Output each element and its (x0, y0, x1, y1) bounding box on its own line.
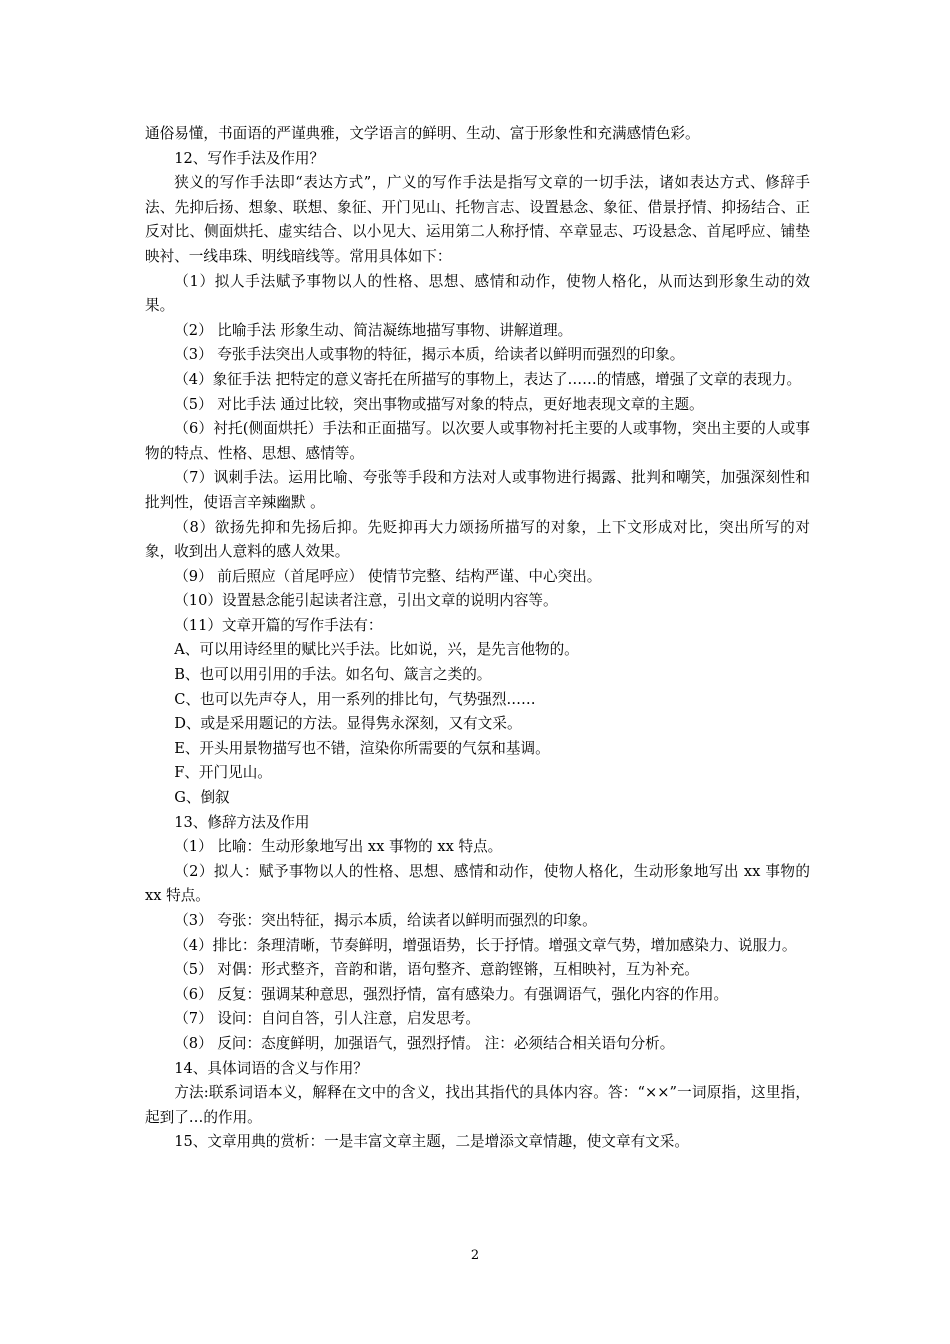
paragraph: 方法:联系词语本义，解释在文中的含义，找出其指代的具体内容。答：“××”一词原指，这里指，起到了…的作用。 (145, 1084, 810, 1126)
paragraph: （2） 比喻手法 形象生动、简洁凝练地描写事物、讲解道理。 (174, 321, 573, 339)
paragraph: （11）文章开篇的写作手法有： (174, 616, 383, 634)
paragraph: （10）设置悬念能引起读者注意，引出文章的说明内容等。 (174, 592, 558, 610)
paragraph: （9） 前后照应（首尾呼应） 使情节完整、结构严谨、中心突出。 (174, 567, 602, 585)
paragraph: 狭义的写作手法即“表达方式”，广义的写作手法是指写文章的一切手法，诸如表达方式、修辞手法、先抑后扬、想象、联想、象征、开门见山、托物言志、设置悬念、象征、借景抒情、抑扬结合、正反对比、侧面烘托、虚实结合、以小见大、运用第二人称抒情、卒章显志、巧设悬念、首尾呼应、铺垫映衬、一线串珠、明线暗线等。常用具体如下： (145, 174, 810, 265)
paragraph: 14、具体词语的含义与作用？ (174, 1059, 368, 1077)
paragraph: E、开头用景物描写也不错，渲染你所需要的气氛和基调。 (174, 739, 550, 757)
paragraph: （2）拟人：赋予事物以人的性格、思想、感情和动作，使物人格化，生动形象地写出 xx 事物的 xx 特点。 (145, 862, 810, 905)
paragraph: （1） 比喻：生动形象地写出 xx 事物的 xx 特点。 (174, 838, 503, 856)
document-body (145, 122, 810, 1155)
page-number: 2 (470, 1248, 480, 1263)
paragraph: G、倒叙 (174, 789, 230, 807)
paragraph: （5） 对比手法 通过比较，突出事物或描写对象的特点，更好地表现文章的主题。 (174, 395, 704, 413)
paragraph: （7）讽刺手法。运用比喻、夸张等手段和方法对人或事物进行揭露、批判和嘲笑，加强深刻性和批判性，使语言辛辣幽默 。 (145, 469, 810, 511)
paragraph: （3） 夸张手法突出人或事物的特征，揭示本质，给读者以鲜明而强烈的印象。 (174, 346, 685, 364)
paragraph: 13、修辞方法及作用 (174, 813, 310, 831)
paragraph: （4）象征手法 把特定的意义寄托在所描写的事物上，表达了……的情感，增强了文章的表现力。 (174, 370, 802, 388)
paragraph: 12、写作手法及作用？ (174, 149, 325, 167)
paragraph: （8） 反问：态度鲜明，加强语气，强烈抒情。 注：必须结合相关语句分析。 (174, 1034, 675, 1052)
paragraph: F、开门见山。 (174, 764, 272, 782)
paragraph: （3） 夸张：突出特征，揭示本质，给读者以鲜明而强烈的印象。 (174, 912, 597, 929)
paragraph: 15、文章用典的赏析：一是丰富文章主题，二是增添文章情趣，使文章有文采。 (174, 1133, 689, 1151)
paragraph: （6） 反复：强调某种意思，强烈抒情，富有感染力。有强调语气，强化内容的作用。 (174, 985, 729, 1003)
paragraph: C、也可以先声夺人，用一系列的排比句，气势强烈…… (174, 690, 536, 708)
paragraph: （7） 设问：自问自答，引人注意，启发思考。 (174, 1010, 480, 1028)
paragraph: （8）欲扬先抑和先扬后抑。先贬抑再大力颂扬所描写的对象，上下文形成对比，突出所写的对象，收到出人意料的感人效果。 (145, 518, 810, 561)
paragraph: A、可以用诗经里的赋比兴手法。比如说，兴，是先言他物的。 (174, 641, 579, 659)
paragraph: （6）衬托(侧面烘托）手法和正面描写。以次要人或事物衬托主要的人或事物，突出主要的人或事物的特点、性格、思想、感情等。 (145, 420, 810, 462)
paragraph: 通俗易懂，书面语的严谨典雅，文学语言的鲜明、生动、富于形象性和充满感情色彩。 (145, 125, 700, 142)
paragraph: D、或是采用题记的方法。显得隽永深刻，又有文采。 (174, 715, 522, 733)
paragraph: B、也可以用引用的手法。如名句、箴言之类的。 (174, 666, 492, 684)
paragraph: （4）排比：条理清晰，节奏鲜明，增强语势，长于抒情。增强文章气势，增加感染力、说服力。 (174, 936, 797, 954)
paragraph: （1）拟人手法赋予事物以人的性格、思想、感情和动作，使物人格化，从而达到形象生动的效果。 (145, 272, 810, 315)
paragraph: （5） 对偶：形式整齐，音韵和谐，语句整齐、意韵铿锵，互相映衬，互为补充。 (174, 961, 699, 979)
